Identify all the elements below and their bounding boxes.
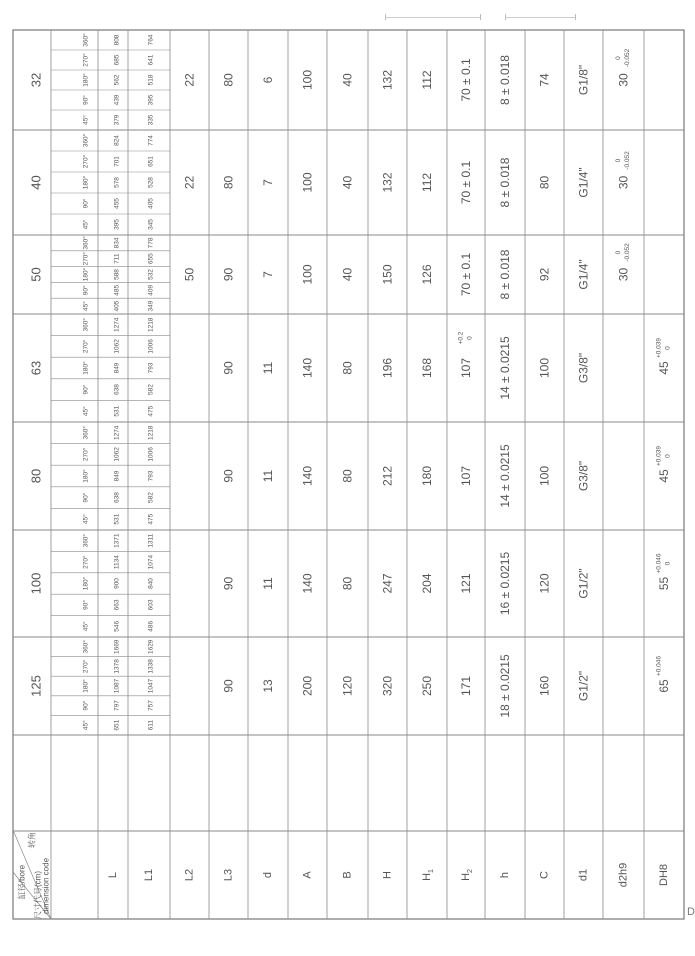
cell-h: 8 ± 0.018	[498, 55, 512, 105]
angle-label: 270°	[82, 53, 90, 67]
row-code-b: B	[341, 871, 354, 879]
cell-d: 11	[261, 469, 275, 483]
L-value: 701	[113, 156, 121, 167]
cell-c: 100	[537, 465, 552, 487]
row-code-l: L	[107, 871, 119, 879]
L-value: 1087	[113, 678, 121, 694]
cell-c: 160	[537, 675, 552, 697]
cell-h2: 70 ± 0.1	[459, 58, 473, 102]
cell-d: 6	[261, 76, 275, 84]
row-code-h2: $H_2$	[460, 869, 474, 881]
L1-value: 778	[147, 237, 155, 249]
L1-value: 757	[147, 700, 155, 712]
L-value: 797	[113, 700, 121, 712]
cell-h: 196	[380, 357, 395, 379]
L-value: 1134	[113, 555, 121, 570]
L1-value: 349	[147, 300, 155, 312]
angle-label: 360°	[82, 318, 90, 332]
cell-h: 8 ± 0.018	[498, 157, 512, 208]
cell-b: 80	[340, 469, 355, 483]
cell-d: 7	[261, 271, 275, 278]
L-value: 663	[113, 599, 121, 611]
angle-label: 90°	[82, 285, 90, 296]
angle-label: 270°	[82, 339, 90, 354]
L-value: 638	[113, 384, 121, 396]
row-code-h: h	[499, 871, 511, 879]
L-value: 685	[113, 54, 121, 66]
L1-value: 528	[147, 177, 155, 188]
row-code-l3: L3	[222, 868, 235, 882]
angle-label: 45°	[82, 406, 90, 417]
L-value: 588	[113, 269, 121, 280]
cell-d: 11	[261, 361, 275, 375]
cell-dh8: 65	[657, 679, 671, 693]
h2_63_up: +0.2	[457, 331, 465, 345]
d2h9_low: -0.052	[624, 243, 631, 262]
cell-l2: 50	[182, 267, 197, 282]
L1-value: 486	[147, 620, 155, 632]
header-dim-en: dimension code	[41, 857, 51, 915]
angle-label: 180°	[82, 73, 90, 87]
cell-dh8: 45	[657, 361, 671, 375]
cell-b: 80	[340, 361, 355, 375]
L1-value: 518	[147, 74, 155, 86]
L-value: 900	[113, 578, 121, 589]
cell-a: 140	[300, 573, 315, 594]
cell-l3: 90	[221, 361, 236, 375]
bore-label-100: 100	[28, 572, 44, 595]
d2h9_low: -0.052	[624, 48, 631, 68]
cell-a: 100	[300, 172, 315, 193]
cell-c: 80	[537, 175, 552, 190]
L-value: 1669	[113, 639, 121, 655]
L1-value: 475	[147, 405, 155, 417]
L1-value: 1311	[147, 533, 155, 548]
angle-label: 270°	[82, 251, 90, 266]
cell-d2h9: 30	[616, 267, 631, 282]
row-code-dh8: DH8	[658, 863, 670, 887]
angle-label: 45°	[82, 219, 90, 230]
cell-h1: 112	[420, 70, 434, 90]
bore-label-50: 50	[28, 267, 44, 282]
L1-value: 651	[147, 156, 155, 167]
header-angle-label: 转角	[27, 832, 37, 848]
cell-b: 120	[340, 675, 355, 697]
cell-b: 80	[340, 576, 355, 591]
row-code-h1: $H_1$	[421, 869, 435, 881]
L-value: 578	[113, 177, 121, 188]
L1-value: 603	[147, 599, 155, 611]
L-value: 455	[113, 198, 121, 209]
d2h9_low: -0.052	[624, 151, 631, 170]
cell-h: 8 ± 0.018	[498, 249, 512, 300]
cell-l3: 90	[221, 679, 236, 693]
cell-a: 140	[300, 357, 315, 379]
cell-h: 150	[380, 264, 395, 285]
row-code-l2: L2	[183, 868, 196, 882]
L1-value: 1074	[147, 554, 155, 570]
angle-label: 360°	[82, 33, 90, 47]
angle-label: 270°	[82, 447, 90, 462]
angle-label: 270°	[82, 154, 90, 169]
row-code-a: A	[301, 871, 314, 879]
L-value: 1274	[113, 425, 121, 441]
angle-label: 180°	[82, 267, 90, 282]
angle-label: 45°	[82, 720, 90, 731]
cell-a: 100	[300, 264, 315, 285]
angle-label: 45°	[82, 621, 90, 632]
cell-l3: 90	[221, 267, 236, 282]
cell-h: 18 ± 0.0215	[498, 654, 512, 718]
cell-h2: 171	[459, 675, 473, 697]
L1-value: 335	[147, 114, 155, 126]
L1-value: 1006	[147, 447, 155, 462]
header-dim-cn: 尺寸代号(cm)	[33, 871, 43, 919]
angle-label: 360°	[82, 236, 90, 250]
cell-c: 100	[537, 357, 552, 379]
L1-value: 405	[147, 198, 155, 209]
page-corner-mark: D	[687, 906, 695, 918]
angle-label: 360°	[82, 133, 90, 148]
L-value: 395	[113, 219, 121, 230]
cell-a: 140	[300, 465, 315, 487]
dh8_100_up: +0.046	[655, 553, 663, 574]
dh8_63_up: +0.039	[655, 337, 663, 359]
L1-value: 395	[147, 94, 155, 106]
cell-a: 200	[300, 675, 315, 697]
L1-value: 641	[147, 54, 155, 66]
cell-l2: 22	[182, 73, 197, 87]
L-value: 405	[113, 300, 121, 312]
L1-value: 409	[147, 284, 155, 296]
L-value: 485	[113, 284, 121, 296]
L1-value: 1629	[147, 639, 155, 655]
cell-d1: G1/4"	[576, 167, 591, 198]
h2_63_low: 0	[466, 336, 474, 340]
angle-label: 45°	[82, 301, 90, 312]
angle-label: 90°	[82, 95, 90, 105]
angle-label: 270°	[82, 659, 90, 674]
cell-d1: G1/2"	[576, 568, 591, 599]
angle-label: 360°	[82, 640, 90, 654]
cell-h: 212	[380, 465, 395, 487]
cell-h: 132	[380, 172, 395, 193]
L1-value: 774	[147, 135, 155, 146]
cell-h2: 70 ± 0.1	[459, 252, 473, 297]
dh8_80_low: 0	[664, 454, 672, 458]
cell-d2h9: 30	[616, 73, 631, 87]
L-value: 1371	[113, 533, 121, 548]
angle-label: 180°	[82, 679, 90, 693]
L-value: 546	[113, 620, 121, 632]
L-value: 849	[113, 470, 121, 482]
dh8_125_up: +0.046	[655, 655, 663, 677]
cell-c: 120	[537, 573, 552, 594]
d2h9_up: 0	[615, 158, 622, 163]
dh8_80_up: +0.039	[655, 445, 663, 467]
angle-label: 180°	[82, 576, 90, 591]
L-value: 1062	[113, 339, 121, 354]
row-code-l1: L1	[143, 868, 155, 882]
cell-d1: G3/8"	[576, 352, 591, 384]
cell-h1: 126	[420, 264, 434, 285]
cell-d2h9: 30	[616, 175, 631, 190]
L-value: 1274	[113, 317, 121, 333]
cell-b: 40	[340, 267, 355, 282]
cell-h2: 107	[459, 357, 473, 379]
L1-value: 532	[147, 269, 155, 280]
L1-value: 1047	[147, 678, 155, 694]
cell-h: 247	[380, 573, 395, 594]
cell-d: 13	[261, 679, 275, 693]
cell-h1: 112	[420, 172, 434, 193]
cell-d1: G1/8"	[576, 64, 591, 96]
L1-value: 1218	[147, 317, 155, 333]
L1-value: 793	[147, 470, 155, 482]
cell-d1: G3/8"	[576, 460, 591, 492]
L1-value: 764	[147, 34, 155, 46]
cell-a: 100	[300, 69, 315, 91]
cell-b: 40	[340, 175, 355, 190]
bore-label-125: 125	[28, 675, 44, 697]
L-value: 711	[113, 253, 121, 264]
cell-l3: 80	[221, 175, 236, 190]
L-value: 808	[113, 34, 121, 46]
cell-c: 92	[537, 267, 552, 282]
row-code-c: C	[538, 871, 551, 879]
bore-label-40: 40	[28, 175, 44, 190]
scan-marks	[385, 14, 585, 22]
cell-d: 11	[261, 577, 275, 590]
L1-value: 475	[147, 513, 155, 525]
angle-label: 90°	[82, 198, 90, 209]
angle-label: 90°	[82, 700, 90, 711]
angle-label: 180°	[82, 361, 90, 375]
cell-l3: 80	[221, 73, 236, 87]
row-code-d1: d1	[577, 868, 590, 882]
row-code-d2h9: d2h9	[617, 862, 630, 888]
cell-l3: 90	[221, 469, 236, 483]
L-value: 824	[113, 135, 121, 146]
angle-label: 45°	[82, 115, 90, 125]
cell-h: 14 ± 0.0215	[498, 336, 512, 400]
L1-value: 840	[147, 578, 155, 589]
cell-h1: 250	[420, 675, 434, 697]
L-value: 834	[113, 237, 121, 249]
angle-label: 360°	[82, 426, 90, 440]
L-value: 531	[113, 405, 121, 417]
L-value: 1378	[113, 659, 121, 674]
bore-label-80: 80	[28, 468, 44, 484]
L1-value: 655	[147, 253, 155, 265]
cell-dh8: 55	[657, 576, 671, 591]
L1-value: 1338	[147, 659, 155, 674]
L-value: 1062	[113, 447, 121, 462]
row-code-h: H	[381, 871, 394, 879]
header-bore-label: 缸径/bore	[17, 864, 27, 900]
L1-value: 1218	[147, 425, 155, 441]
angle-label: 360°	[82, 533, 90, 548]
cell-h: 132	[380, 69, 395, 91]
L1-value: 611	[147, 720, 155, 731]
cell-h: 16 ± 0.0215	[498, 551, 512, 616]
cell-d: 7	[261, 179, 275, 186]
d2h9_up: 0	[615, 56, 622, 60]
cell-h2: 107	[459, 465, 473, 487]
dh8_63_low: 0	[664, 346, 672, 350]
angle-label: 90°	[82, 492, 90, 503]
L-value: 651	[113, 719, 121, 731]
cell-h: 320	[380, 675, 395, 697]
bore-label-63: 63	[28, 360, 44, 376]
cell-dh8: 45	[657, 469, 671, 483]
L1-value: 793	[147, 362, 155, 374]
cell-l2: 22	[182, 175, 197, 190]
cell-h: 14 ± 0.0215	[498, 444, 512, 508]
L-value: 638	[113, 492, 121, 504]
cell-d1: G1/2"	[576, 670, 591, 702]
d2h9_up: 0	[615, 250, 622, 255]
row-code-d: d	[262, 871, 274, 879]
L1-value: 1006	[147, 339, 155, 354]
L-value: 439	[113, 94, 121, 106]
cell-h2: 121	[459, 573, 473, 594]
angle-label: 180°	[82, 175, 90, 190]
cell-h1: 168	[420, 357, 434, 379]
L-value: 379	[113, 114, 121, 126]
cell-d1: G1/4"	[576, 259, 591, 290]
cell-c: 74	[537, 73, 552, 87]
cell-h2: 70 ± 0.1	[459, 160, 473, 205]
angle-label: 270°	[82, 555, 90, 569]
angle-label: 45°	[82, 514, 90, 525]
L-value: 562	[113, 74, 121, 86]
L1-value: 582	[147, 384, 155, 396]
bore-label-32: 32	[28, 72, 44, 88]
angle-label: 90°	[82, 384, 90, 395]
cell-l3: 90	[221, 576, 236, 591]
L1-value: 582	[147, 492, 155, 504]
L1-value: 345	[147, 219, 155, 230]
angle-label: 180°	[82, 469, 90, 483]
cell-b: 40	[340, 73, 355, 87]
L-value: 849	[113, 362, 121, 374]
dh8_100_low: 0	[664, 561, 672, 566]
L-value: 531	[113, 513, 121, 525]
angle-label: 90°	[82, 599, 90, 610]
cell-h1: 204	[420, 573, 434, 594]
cell-h1: 180	[420, 465, 434, 487]
